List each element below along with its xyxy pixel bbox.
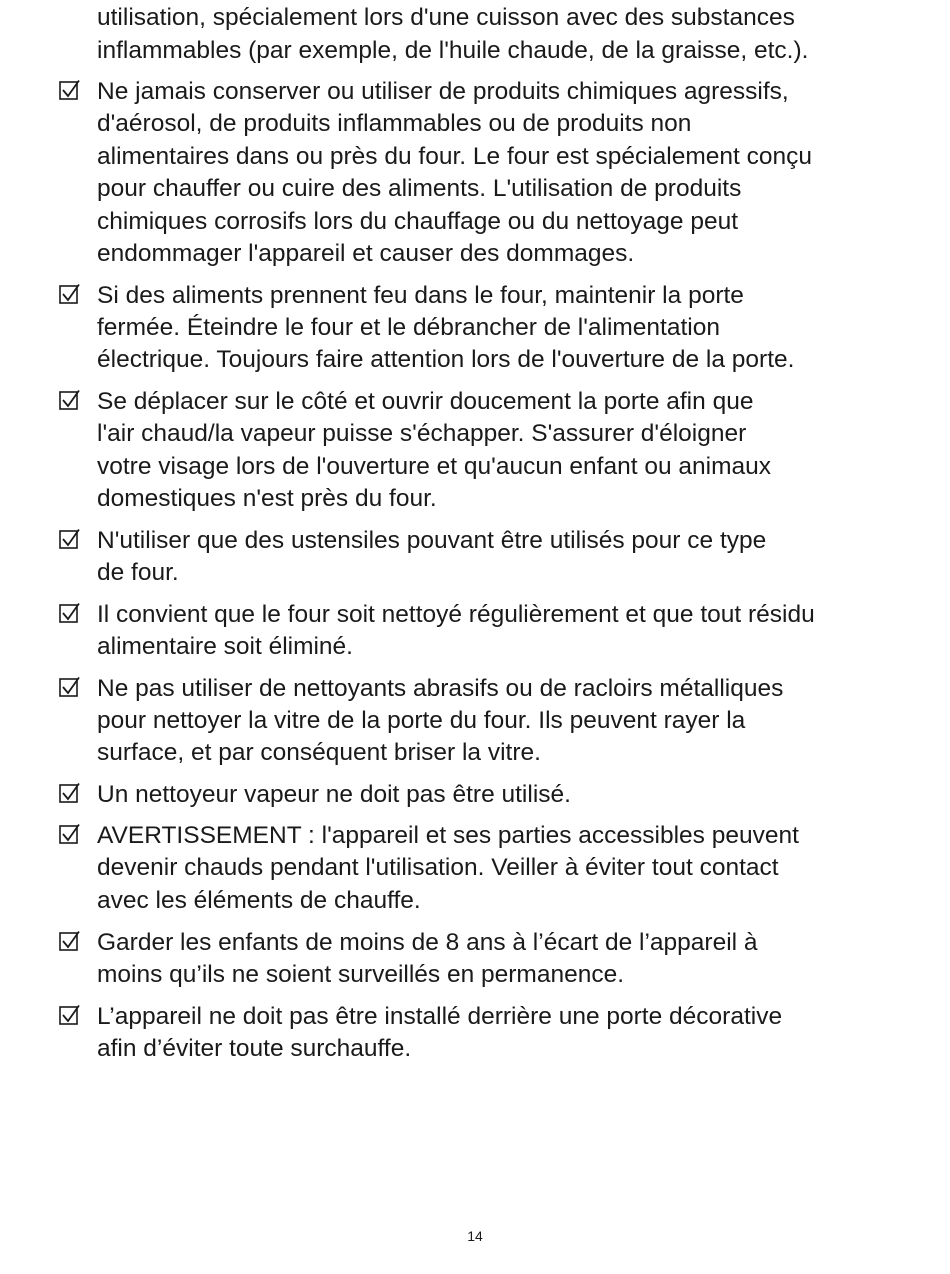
text-line: pour nettoyer la vitre de la porte du four. Ils peuvent rayer la bbox=[97, 707, 746, 734]
text-line: Ne pas utiliser de nettoyants abrasifs ou de racloirs métalliques bbox=[97, 675, 784, 702]
text-line: électrique. Toujours faire attention lors de l'ouverture de la porte. bbox=[97, 346, 795, 373]
checked-box-icon bbox=[59, 782, 81, 804]
text-line: de four. bbox=[97, 559, 179, 586]
text-line: votre visage lors de l'ouverture et qu'aucun enfant ou animaux bbox=[97, 453, 771, 480]
text-line: N'utiliser que des ustensiles pouvant être utilisés pour ce type bbox=[97, 527, 767, 554]
text-line: chimiques corrosifs lors du chauffage ou du nettoyage peut bbox=[97, 208, 739, 235]
text-line: moins qu’ils ne soient surveillés en permanence. bbox=[97, 961, 625, 988]
checked-box-icon bbox=[59, 930, 81, 952]
text-line: devenir chauds pendant l'utilisation. Veiller à éviter tout contact bbox=[97, 854, 779, 881]
text-line: alimentaires dans ou près du four. Le four est spécialement conçu bbox=[97, 143, 812, 170]
checked-box-icon bbox=[59, 1004, 81, 1026]
text-line: afin d’éviter toute surchauffe. bbox=[97, 1035, 412, 1062]
text-line: surface, et par conséquent briser la vitre. bbox=[97, 739, 541, 766]
checked-box-icon bbox=[59, 283, 81, 305]
checked-box-icon bbox=[59, 389, 81, 411]
text-line: Se déplacer sur le côté et ouvrir doucement la porte afin que bbox=[97, 388, 754, 415]
text-line: endommager l'appareil et causer des dommages. bbox=[97, 240, 635, 267]
text-line: Ne jamais conserver ou utiliser de produits chimiques agressifs, bbox=[97, 78, 789, 105]
text-line: fermée. Éteindre le four et le débrancher de l'alimentation bbox=[97, 314, 720, 341]
text-line: l'air chaud/la vapeur puisse s'échapper. S'assurer d'éloigner bbox=[97, 420, 747, 447]
text-line: domestiques n'est près du four. bbox=[97, 485, 437, 512]
checked-box-icon bbox=[59, 528, 81, 550]
text-line: pour chauffer ou cuire des aliments. L'utilisation de produits bbox=[97, 175, 742, 202]
page-number: 14 bbox=[467, 1228, 483, 1244]
text-line: utilisation, spécialement lors d'une cuisson avec des substances bbox=[97, 4, 795, 31]
checked-box-icon bbox=[59, 602, 81, 624]
text-line: inflammables (par exemple, de l'huile chaude, de la graisse, etc.). bbox=[97, 37, 809, 64]
checked-box-icon bbox=[59, 823, 81, 845]
checked-box-icon bbox=[59, 676, 81, 698]
checked-box-icon bbox=[59, 79, 81, 101]
text-line: avec les éléments de chauffe. bbox=[97, 887, 421, 914]
text-line: Un nettoyeur vapeur ne doit pas être utilisé. bbox=[97, 781, 571, 808]
text-line: Il convient que le four soit nettoyé régulièrement et que tout résidu bbox=[97, 601, 815, 628]
text-line: Si des aliments prennent feu dans le four, maintenir la porte bbox=[97, 282, 744, 309]
text-line: d'aérosol, de produits inflammables ou de produits non bbox=[97, 110, 692, 137]
text-line: L’appareil ne doit pas être installé derrière une porte décorative bbox=[97, 1003, 783, 1030]
text-line: alimentaire soit éliminé. bbox=[97, 633, 353, 660]
text-line: AVERTISSEMENT : l'appareil et ses parties accessibles peuvent bbox=[97, 822, 799, 849]
text-line: Garder les enfants de moins de 8 ans à l’écart de l’appareil à bbox=[97, 929, 758, 956]
